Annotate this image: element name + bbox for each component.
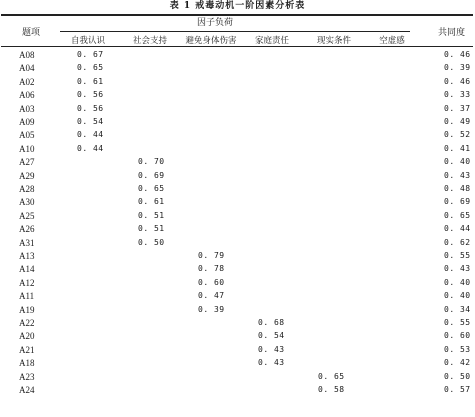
communality-value: 0. 41 [444,143,471,153]
table-row [0,170,475,183]
item-id: A11 [19,291,35,302]
table-row [0,62,475,75]
item-id: A25 [19,210,35,221]
item-id: A19 [19,304,35,315]
factor-loading: 0. 68 [258,318,285,327]
item-id: A28 [19,184,35,194]
communality-value: 0. 52 [444,130,471,140]
factor-header: 社会支持 [132,36,168,46]
table-row [0,371,475,384]
factor-loading: 0. 51 [138,210,165,220]
communality-value: 0. 43 [444,170,471,180]
item-id: A24 [19,385,35,395]
factor-loading: 0. 56 [77,103,104,113]
communality-value: 0. 48 [444,184,471,193]
factor-loading: 0. 44 [77,130,104,140]
communality-value: 0. 50 [444,371,471,381]
communality-value: 0. 62 [444,237,471,247]
factor-loading: 0. 70 [138,157,165,167]
table-row [0,143,475,156]
factor-header: 空虚感 [379,36,405,46]
item-id: A09 [19,117,35,127]
item-id: A22 [19,318,35,328]
table-title: 表 1 戒毒动机一阶因素分析表 [169,1,306,11]
table-row [0,223,475,236]
item-id: A12 [19,277,35,288]
factor-loading: 0. 54 [258,331,285,341]
table-row [0,384,475,397]
table-row [0,116,475,129]
table-row [0,156,475,169]
communality-value: 0. 40 [444,277,471,287]
header-rule [1,46,473,47]
loading-subrule [60,31,410,32]
item-id: A08 [19,50,35,60]
table-row [0,196,475,209]
communality-value: 0. 34 [444,304,471,314]
item-header: 题项 [22,28,41,38]
factor-header: 自我认识 [70,36,106,46]
factor-loading: 0. 39 [198,304,225,314]
item-id: A26 [19,224,35,235]
table-row [0,317,475,330]
item-id: A27 [19,157,35,168]
communality-value: 0. 43 [444,264,471,274]
communality-value: 0. 44 [444,224,471,234]
factor-loading: 0. 51 [138,224,165,234]
table-row [0,103,475,116]
item-id: A18 [19,358,35,369]
top-rule [1,14,473,16]
table-row [0,49,475,62]
communality-value: 0. 33 [444,90,471,100]
factor-header: 家庭责任 [254,36,290,46]
table-row [0,277,475,290]
communality-value: 0. 53 [444,344,471,354]
item-id: A31 [19,237,35,248]
item-id: A29 [19,170,35,181]
item-id: A30 [19,197,35,208]
factor-loading: 0. 67 [77,50,104,59]
item-id: A13 [19,251,35,261]
item-id: A21 [19,344,35,355]
communality-value: 0. 40 [444,157,471,167]
table-row [0,210,475,223]
factor-loading: 0. 43 [258,358,285,368]
table-row [0,250,475,263]
table-row [0,344,475,357]
item-id: A20 [19,331,35,342]
table-row [0,237,475,250]
item-id: A03 [19,103,35,114]
factor-loading: 0. 44 [77,143,104,153]
communality-value: 0. 46 [444,76,471,86]
factor-loading: 0. 43 [258,344,285,354]
item-id: A05 [19,130,35,141]
factor-header: 避免身体伤害 [185,36,237,46]
item-id: A04 [19,63,35,74]
communality-value: 0. 39 [444,63,471,73]
factor-header: 现实条件 [316,36,352,46]
communality-value: 0. 69 [444,197,471,207]
factor-loading: 0. 79 [198,251,225,260]
communality-value: 0. 40 [444,291,471,301]
table-row [0,76,475,89]
communality-value: 0. 55 [444,318,471,327]
table-row [0,129,475,142]
factor-loading: 0. 56 [77,90,104,100]
table-row [0,89,475,102]
table-row [0,304,475,317]
factor-loading: 0. 78 [198,264,225,274]
factor-loading: 0. 47 [198,291,225,301]
item-id: A10 [19,143,35,154]
factor-loading: 0. 65 [77,63,104,73]
communality-value: 0. 37 [444,103,471,113]
factor-loading: 0. 60 [198,277,225,287]
factor-loading: 0. 50 [138,237,165,247]
item-id: A06 [19,90,35,101]
communality-value: 0. 65 [444,210,471,220]
factor-loading: 0. 61 [138,197,165,207]
loading-header: 因子负荷 [197,18,234,28]
communality-value: 0. 49 [444,117,471,126]
table-row [0,330,475,343]
factor-loading: 0. 54 [77,117,104,126]
table-row [0,357,475,370]
factor-loading: 0. 69 [138,170,165,180]
item-id: A14 [19,264,35,275]
factor-loading: 0. 65 [318,371,345,381]
communality-value: 0. 42 [444,358,471,368]
item-id: A23 [19,371,35,382]
table-row [0,183,475,196]
table-row [0,263,475,276]
item-id: A02 [19,76,35,87]
table-row [0,290,475,303]
communality-value: 0. 57 [444,385,471,394]
factor-loading: 0. 58 [318,385,345,394]
communality-value: 0. 55 [444,251,471,260]
communality-value: 0. 60 [444,331,471,341]
communality-header: 共同度 [438,28,466,38]
factor-loading: 0. 65 [138,184,165,193]
factor-loading: 0. 61 [77,76,104,86]
communality-value: 0. 46 [444,50,471,59]
